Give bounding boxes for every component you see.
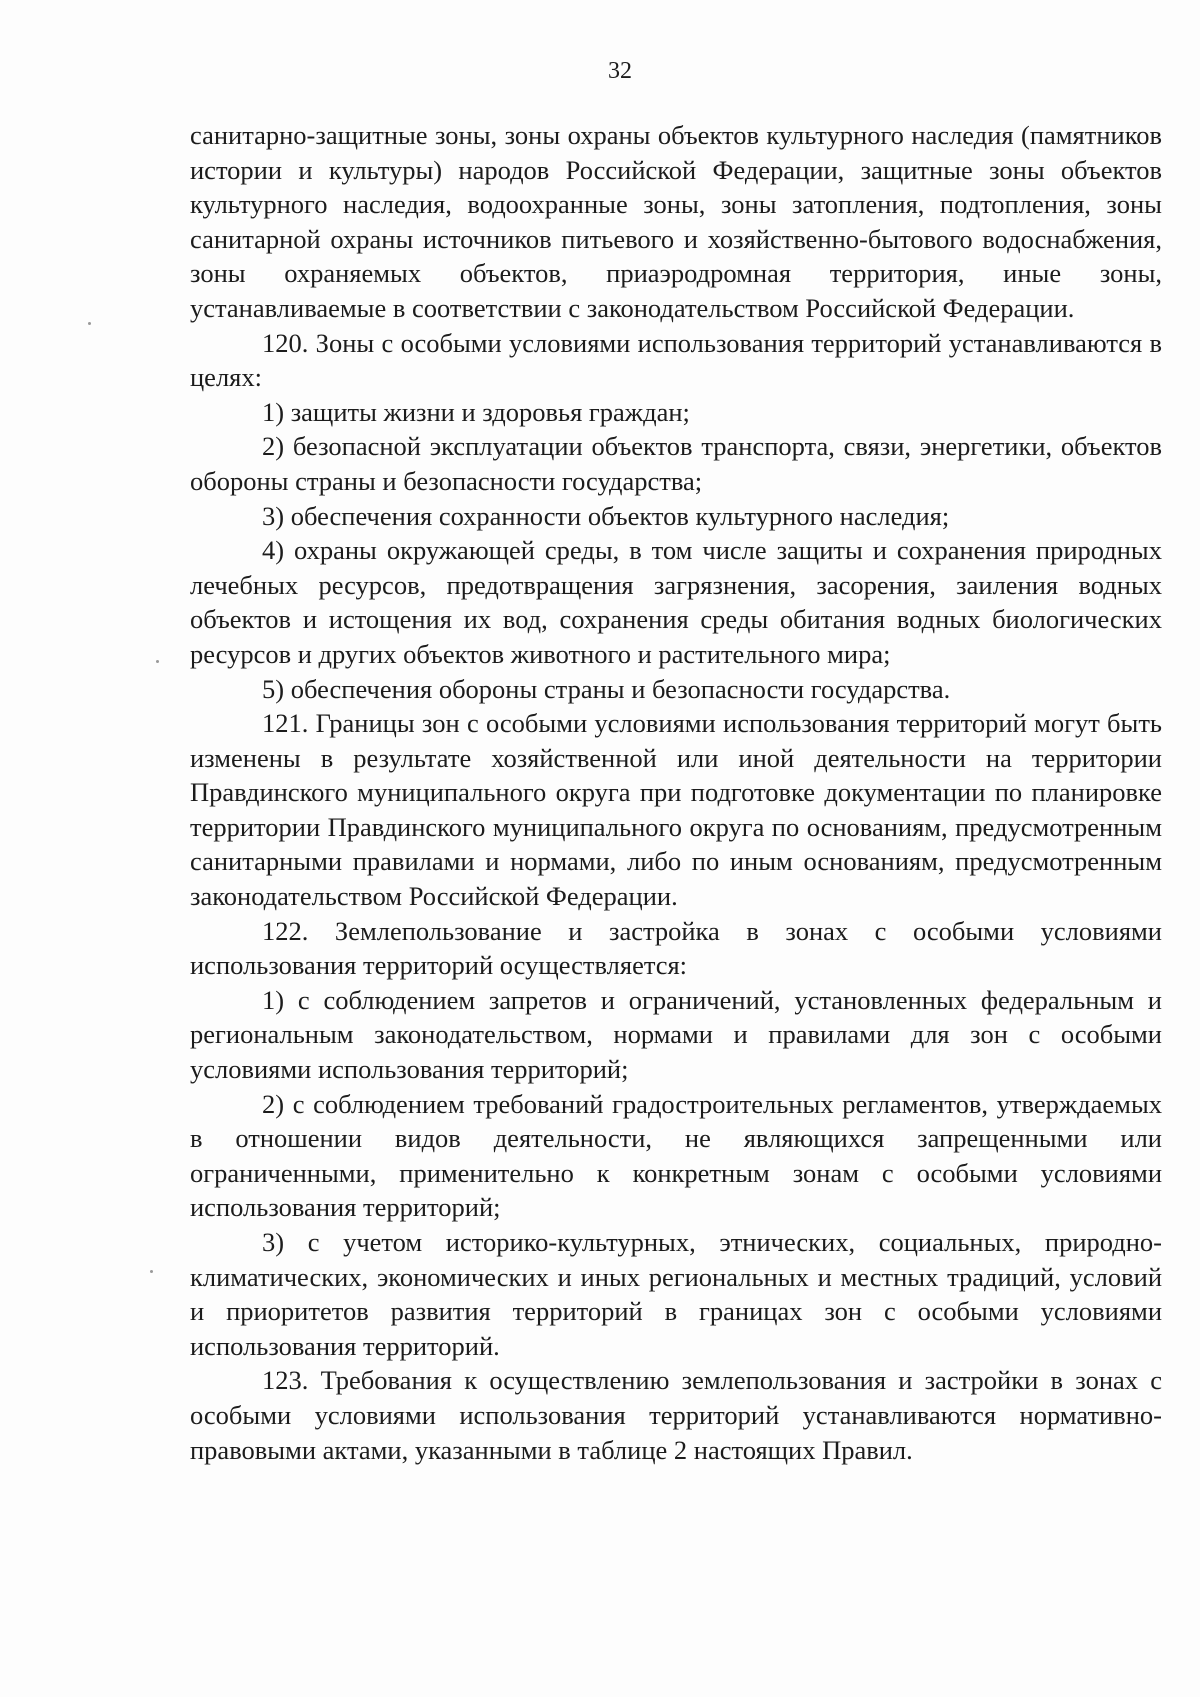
list-item-122-2: 2) с соблюдением требований градостроительных регламентов, утверждаемых в отношении видов деятельности, не являющихся запрещенными или ограниченными, применительно к конкретным зонам с особыми условиями использования территорий; xyxy=(190,1088,1162,1223)
paragraph-120: 120. Зоны с особыми условиями использования территорий устанавливаются в целях: xyxy=(190,327,1162,393)
paragraph-zones-list-continuation: санитарно-защитные зоны, зоны охраны объектов культурного наследия (памятников истории и культуры) народов Российской Федерации, защитные зоны объектов культурного наследия, водоохранные зоны, зоны затопления, подтопления, зоны санитарной охраны источников питьевого и хозяйственно-бытового водоснабжения, зоны охраняемых объектов, приаэродромная территория, иные зоны, устанавливаемые в соответствии с законодательством Российской Федерации. xyxy=(190,120,1162,323)
list-item-120-4: 4) охраны окружающей среды, в том числе защиты и сохранения природных лечебных ресурсов, предотвращения загрязнения, засорения, заиления водных объектов и истощения их вод, сохранения среды обитания водных биологических ресурсов и других объектов животного и растительного мира; xyxy=(190,535,1162,669)
paragraph-122: 122. Землепользование и застройка в зонах с особыми условиями использования территорий осуществляется: xyxy=(190,915,1162,981)
list-item-120-1: 1) защиты жизни и здоровья граждан; xyxy=(262,396,690,427)
list-item-122-3: 3) с учетом историко-культурных, этнических, социальных, природно-климатических, экономических и иных региональных и местных традиций, условий и приоритетов развития территорий в границах зон с особыми условиями использования территорий. xyxy=(190,1227,1162,1361)
scan-speck xyxy=(88,322,91,325)
page-number: 32 xyxy=(608,58,632,84)
document-body xyxy=(190,118,1162,1467)
list-item-120-3: 3) обеспечения сохранности объектов культурного наследия; xyxy=(262,500,950,531)
scan-speck xyxy=(150,1270,153,1273)
list-item-122-1: 1) с соблюдением запретов и ограничений, установленных федеральным и региональным законодательством, нормами и правилами для зон с особыми условиями использования территорий; xyxy=(190,984,1162,1085)
paragraph-123: 123. Требования к осуществлению землепользования и застройки в зонах с особыми условиями использования территорий устанавливаются нормативно-правовыми актами, указанными в таблице 2 настоящих Правил. xyxy=(190,1365,1162,1465)
paragraph-121: 121. Границы зон с особыми условиями использования территорий могут быть изменены в результате хозяйственной или иной деятельности на территории Правдинского муниципального округа при подготовке документации по планировке территории Правдинского муниципального округа по основаниям, предусмотренным санитарными правилами и нормами, либо по иным основаниям, предусмотренным законодательством Российской Федерации. xyxy=(190,708,1162,912)
scan-speck xyxy=(156,660,159,663)
list-item-120-5: 5) обеспечения обороны страны и безопасности государства. xyxy=(262,673,951,704)
list-item-120-2: 2) безопасной эксплуатации объектов транспорта, связи, энергетики, объектов обороны страны и безопасности государства; xyxy=(190,431,1162,496)
